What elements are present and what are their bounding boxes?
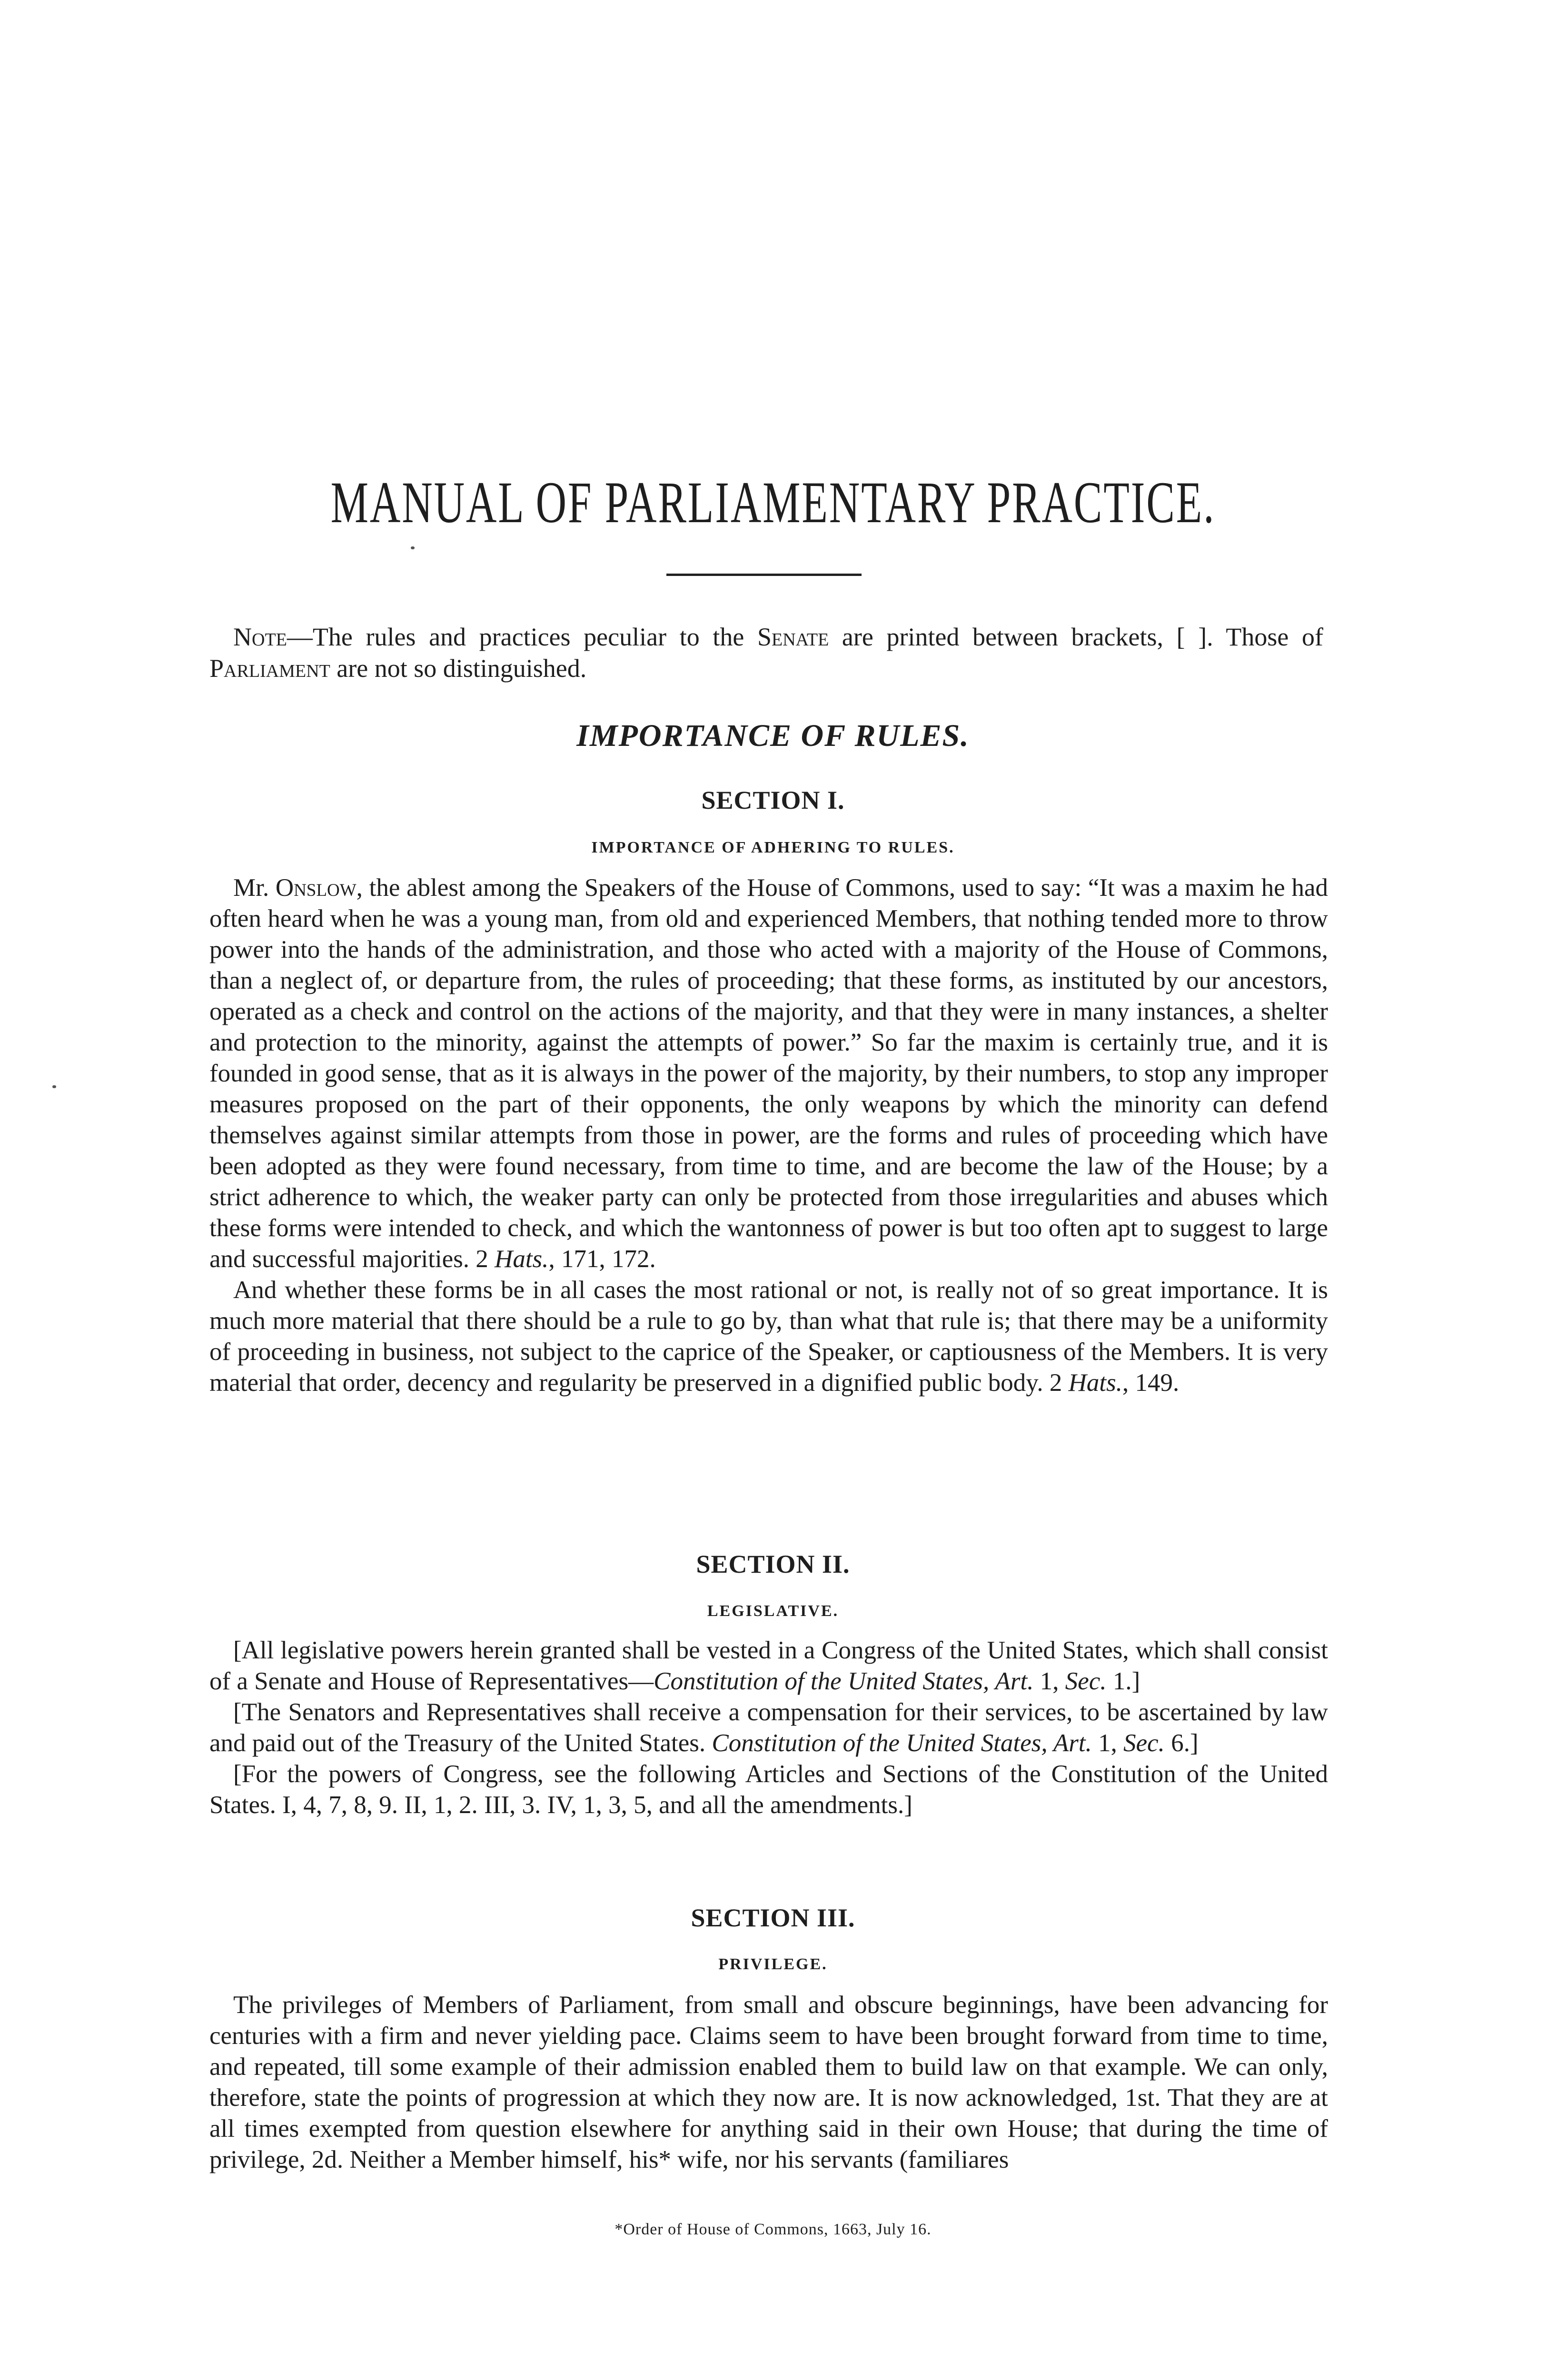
text-run: And whether these forms be in all cases the most rational or not, is really not of so great importance. It is much more material that there should be a rule to go by, than what that rule is; that there may be a uniformity of proceeding in business, not subject to the caprice of the Speaker, or captiousness of the Members. It is very material that order, decency and regularity be preserved in a dignified public body. 2: [209, 1276, 1328, 1397]
text-run: [The Senators and Representatives shall receive a compensation for their services, to be ascertained by law and paid out of the Treasury of the United States.: [209, 1698, 1328, 1757]
text-run: 1.]: [1106, 1667, 1140, 1695]
text-run: Mr.: [233, 874, 276, 902]
section-3-paragraph-1: The privileges of Members of Parliament, from small and obscure beginnings, have been advancing for centuries with a firm and never yielding pace. Claims seem to have been brought forward from time to time, and repeated, till some example of their admission enabled them to build law on that example. We can only, therefore, state the points of progression at which they now are. It is now acknowledged, 1st. That they are at all times exempted from question elsewhere for anything said in their own House; that during the time of privilege, 2d. Neither a Member himself, his* wife, nor his servants (familiares: [209, 1991, 1328, 2173]
footnote: *Order of House of Commons, 1663, July 16.: [614, 2221, 932, 2238]
citation: Hats.: [495, 1245, 549, 1273]
citation: Constitution of the United States, Art.: [654, 1667, 1034, 1695]
note-text-3: are not so distinguished.: [330, 654, 587, 683]
section-2-paragraph-2: [209, 1697, 1328, 1759]
speaker-name: Onslow: [275, 874, 357, 902]
section-2-heading: SECTION II.: [696, 1550, 850, 1578]
citation: Hats.: [1068, 1369, 1122, 1397]
section-3-heading: SECTION III.: [691, 1904, 855, 1932]
text-run: 1,: [1033, 1667, 1065, 1695]
text-run: [All legislative powers herein granted shall be vested in a Congress of the United States, which shall consist of a Senate and House of Representatives—: [209, 1636, 1328, 1695]
citation: Constitution of the United States, Art.: [712, 1729, 1092, 1757]
note-label: Note: [233, 623, 287, 651]
page-title: MANUAL OF PARLIAMENTARY PRACTICE.: [330, 470, 1216, 535]
section-1-subheading: IMPORTANCE OF ADHERING TO RULES.: [591, 839, 955, 856]
text-run: , 149.: [1122, 1369, 1179, 1397]
section-3-subheading: PRIVILEGE.: [718, 1955, 828, 1973]
section-2-subheading: LEGISLATIVE.: [707, 1602, 839, 1620]
section-1-paragraph-2: [209, 1275, 1328, 1398]
text-run: 1,: [1091, 1729, 1124, 1757]
citation: Sec.: [1065, 1667, 1107, 1695]
text-run: , the ablest among the Speakers of the House of Commons, used to say: “It was a maxim he had often heard when he was a young man, from old and experienced Members, that nothing tended more to throw power into the hands of the administration, and those who acted with a majority of the House of Commons, than a neglect of, or departure from, the rules of proceeding; that these forms, as instituted by our ancestors, operated as a check and control on the actions of the majority, and that they were in many instances, a shelter and protection to the minority, against the attempts of power.” So far the maxim is certainly true, and it is founded in good sense, that as it is always in the power of the majority, by their numbers, to stop any improper measures proposed on the part of their opponents, the only weapons by which the minority can defend themselves against similar attempts from those in power, are the forms and rules of proceeding which have been adopted as they were found necessary, from time to time, and are become the law of the House; by a strict adherence to which, the weaker party can only be protected from those irregularities and abuses which these forms were intended to check, and which the wantonness of power is but too often apt to suggest to large and successful majorities. 2: [209, 874, 1328, 1273]
note-text-1: —The rules and practices peculiar to the: [287, 623, 757, 651]
scan-speck: [411, 546, 415, 549]
note-senate: Senate: [757, 623, 829, 651]
text-run: 6.]: [1164, 1729, 1199, 1757]
note-text-2: are printed between brackets, [ ]. Those of: [829, 623, 1323, 651]
section-1-paragraph-1: [209, 873, 1328, 1275]
division-heading: IMPORTANCE OF RULES.: [576, 718, 970, 753]
section-1-heading: SECTION I.: [701, 786, 845, 814]
section-2-paragraph-3: [For the powers of Congress, see the following Articles and Sections of the Constitution of the United States. I, 4, 7, 8, 9. II, 1, 2. III, 3. IV, 1, 3, 5, and all the amendments.]: [209, 1760, 1328, 1819]
section-3-body: [209, 1990, 1328, 2175]
section-2-paragraph-1: [209, 1635, 1328, 1697]
section-1-body: [209, 873, 1328, 1398]
scan-speck: [52, 1085, 56, 1088]
text-run: , 171, 172.: [548, 1245, 656, 1273]
citation: Sec.: [1123, 1729, 1165, 1757]
section-2-body: [209, 1635, 1328, 1821]
note-parliament: Parliament: [209, 654, 330, 683]
title-rule: [666, 574, 862, 576]
editorial-note: [209, 621, 1323, 684]
